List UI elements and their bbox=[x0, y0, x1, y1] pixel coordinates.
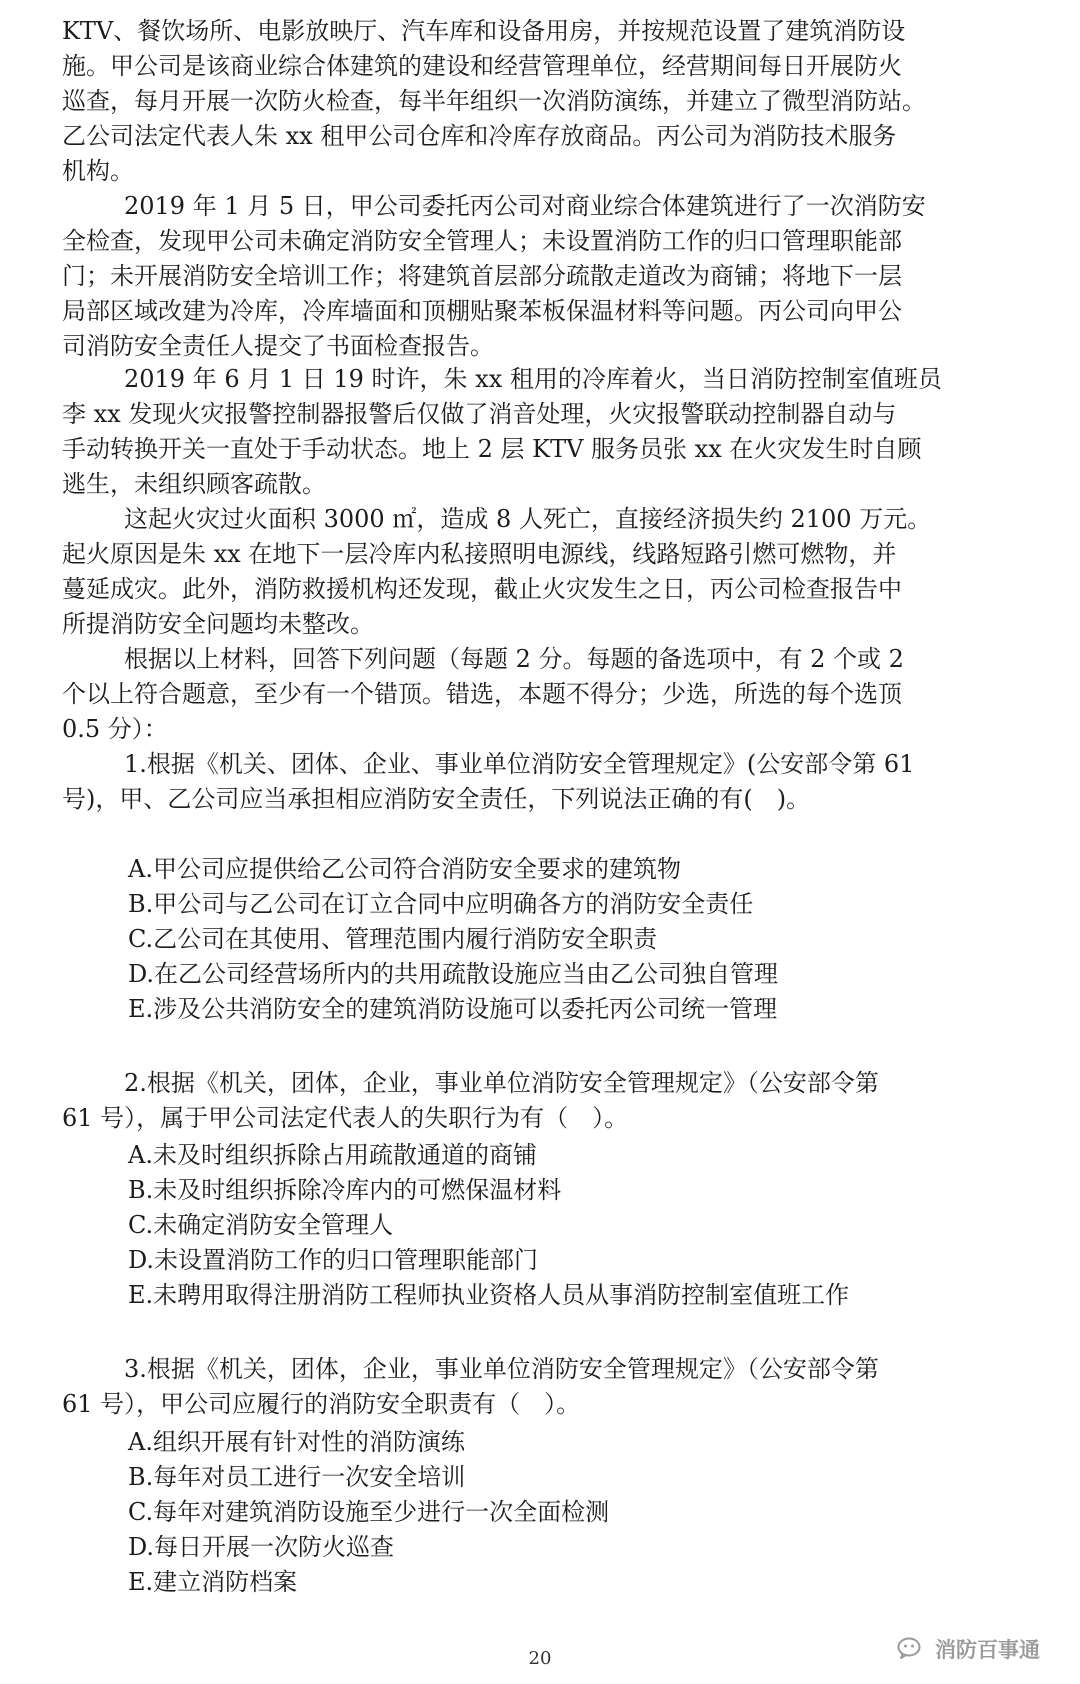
question-3-option-d: D.每日开展一次防火巡查 bbox=[128, 1533, 395, 1561]
question-2-option-b: B.未及时组织拆除冷库内的可燃保温材料 bbox=[128, 1176, 562, 1204]
question-2-option-c: C.未确定消防安全管理人 bbox=[128, 1211, 394, 1239]
question-1-option-c: C.乙公司在其使用、管理范围内履行消防安全职责 bbox=[128, 925, 658, 953]
text-line: 逃生，未组织顾客疏散。 bbox=[62, 470, 326, 498]
text-line: 61 号），甲公司应履行的消防安全职责有（ ）。 bbox=[62, 1390, 581, 1418]
text-line: 李 xx 发现火灾报警控制器报警后仅做了消音处理，火灾报警联动控制器自动与 bbox=[62, 400, 897, 428]
question-3-option-a: A.组织开展有针对性的消防演练 bbox=[128, 1428, 465, 1456]
text-line: 2019 年 1 月 5 日，甲公司委托丙公司对商业综合体建筑进行了一次消防安 bbox=[124, 192, 926, 220]
question-1-option-d: D.在乙公司经营场所内的共用疏散设施应当由乙公司独自管理 bbox=[128, 960, 779, 988]
text-line: 个以上符合题意，至少有一个错顶。错选，本题不得分；少选，所选的每个选顶 bbox=[62, 680, 902, 708]
text-line: 司消防安全责任人提交了书面检查报告。 bbox=[62, 332, 494, 360]
text-line: 机构。 bbox=[62, 157, 134, 185]
text-line: 局部区域改建为冷库，冷库墙面和顶棚贴聚苯板保温材料等问题。丙公司向甲公 bbox=[62, 297, 902, 325]
text-line: 3.根据《机关，团体，企业，事业单位消防安全管理规定》（公安部令第 bbox=[124, 1355, 879, 1383]
text-line: 蔓延成灾。此外，消防救援机构还发现，截止火灾发生之日，丙公司检查报告中 bbox=[62, 575, 902, 603]
text-line: 门；未开展消防安全培训工作；将建筑首层部分疏散走道改为商铺；将地下一层 bbox=[62, 262, 902, 290]
text-line: 全检查，发现甲公司未确定消防安全管理人；未设置消防工作的归口管理职能部 bbox=[62, 227, 902, 255]
question-3-option-c: C.每年对建筑消防设施至少进行一次全面检测 bbox=[128, 1498, 610, 1526]
question-2-option-d: D.未设置消防工作的归口管理职能部门 bbox=[128, 1246, 539, 1274]
text-line: 1.根据《机关、团体、企业、事业单位消防安全管理规定》(公安部令第 61 bbox=[124, 750, 915, 778]
text-line: 所提消防安全问题均未整改。 bbox=[62, 610, 374, 638]
text-line: 起火原因是朱 xx 在地下一层冷库内私接照明电源线，线路短路引燃可燃物，并 bbox=[62, 540, 897, 568]
question-2-option-a: A.未及时组织拆除占用疏散通道的商铺 bbox=[128, 1141, 537, 1169]
text-line: 根据以上材料，回答下列问题（每题 2 分。每题的备选项中，有 2 个或 2 bbox=[124, 645, 904, 673]
question-1-stem bbox=[62, 747, 1027, 817]
text-line: 2.根据《机关，团体，企业，事业单位消防安全管理规定》（公安部令第 bbox=[124, 1069, 879, 1097]
question-2-option-e: E.未聘用取得注册消防工程师执业资格人员从事消防控制室值班工作 bbox=[128, 1281, 850, 1309]
text-line: 0.5 分）： bbox=[62, 715, 168, 743]
question-1-option-e: E.涉及公共消防安全的建筑消防设施可以委托丙公司统一管理 bbox=[128, 995, 778, 1023]
text-line: 手动转换开关一直处于手动状态。地上 2 层 KTV 服务员张 xx 在火灾发生时自顾 bbox=[62, 435, 922, 463]
watermark bbox=[897, 1634, 1040, 1664]
question-2-stem bbox=[62, 1066, 1027, 1136]
question-1-option-a: A.甲公司应提供给乙公司符合消防安全要求的建筑物 bbox=[128, 855, 681, 883]
question-3-option-b: B.每年对员工进行一次安全培训 bbox=[128, 1463, 466, 1491]
text-line: 这起火灾过火面积 3000 ㎡，造成 8 人死亡，直接经济损失约 2100 万元。 bbox=[124, 505, 932, 533]
paragraph-intro bbox=[62, 14, 1027, 189]
paragraph-instructions bbox=[62, 642, 1027, 747]
paragraph-inspection bbox=[62, 189, 1027, 364]
text-line: 2019 年 6 月 1 日 19 时许，朱 xx 租用的冷库着火，当日消防控制室值班员 bbox=[124, 365, 942, 393]
paragraph-loss bbox=[62, 502, 1027, 642]
text-line: 乙公司法定代表人朱 xx 租甲公司仓库和冷库存放商品。丙公司为消防技术服务 bbox=[62, 122, 897, 150]
wechat-icon bbox=[897, 1636, 927, 1662]
question-1-option-b: B.甲公司与乙公司在订立合同中应明确各方的消防安全责任 bbox=[128, 890, 754, 918]
text-line: 施。甲公司是该商业综合体建筑的建设和经营管理单位，经营期间每日开展防火 bbox=[62, 52, 902, 80]
text-line: KTV、餐饮场所、电影放映厅、汽车库和设备用房，并按规范设置了建筑消防设 bbox=[62, 17, 906, 45]
watermark-text: 消防百事通 bbox=[935, 1638, 1040, 1662]
page-number: 20 bbox=[528, 1648, 552, 1669]
question-3-stem bbox=[62, 1352, 1027, 1422]
question-3-option-e: E.建立消防档案 bbox=[128, 1568, 298, 1596]
text-line: 巡查，每月开展一次防火检查，每半年组织一次消防演练，并建立了微型消防站。 bbox=[62, 87, 926, 115]
text-line: 61 号），属于甲公司法定代表人的失职行为有（ ）。 bbox=[62, 1104, 629, 1132]
paragraph-fire bbox=[62, 362, 1027, 502]
text-line: 号)，甲、乙公司应当承担相应消防安全责任，下列说法正确的有( )。 bbox=[62, 785, 811, 813]
